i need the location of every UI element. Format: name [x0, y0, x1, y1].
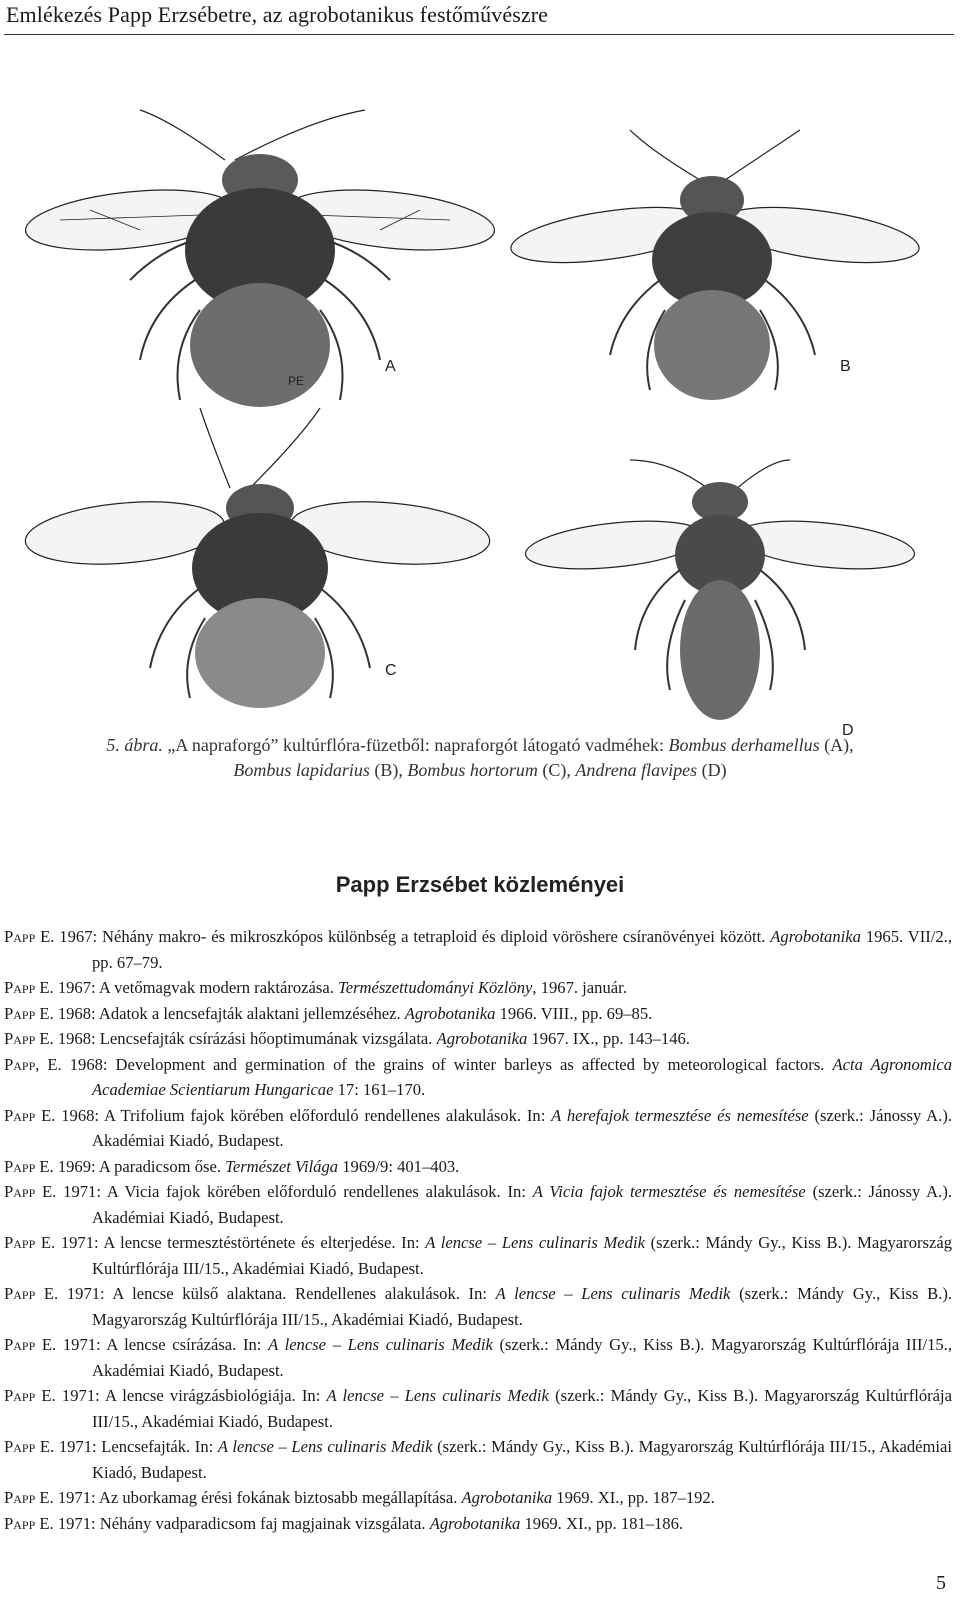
- reference-details: 1965. VII/2., pp. 67–79.: [92, 927, 952, 972]
- running-header-title: Emlékezés Papp Erzsébetre, az agrobotanikus festőművészre: [6, 2, 549, 27]
- running-header: [4, 0, 954, 35]
- reference-author: Papp E.: [4, 1386, 56, 1405]
- page-number: 5: [936, 1572, 946, 1594]
- reference-entry: [4, 1511, 952, 1537]
- reference-details: 17: 161–170.: [333, 1080, 426, 1099]
- reference-author: Papp, E.: [4, 1054, 62, 1074]
- reference-entry: [4, 1434, 952, 1485]
- reference-entry: [4, 1103, 952, 1154]
- bee-illustration-d: [520, 440, 940, 739]
- bee-drawing-d: [520, 440, 940, 720]
- reference-author: Papp E.: [4, 1233, 56, 1252]
- reference-text: 1971: A lencse virágzásbiológiája. In:: [55, 1386, 327, 1405]
- reference-text: 1971: A Vicia fajok körében előforduló rendellenes alakulások. In:: [56, 1182, 533, 1201]
- reference-entry: [4, 1485, 952, 1511]
- reference-author: Papp E.: [4, 1182, 57, 1201]
- reference-details: 1967. IX., pp. 143–146.: [527, 1029, 690, 1048]
- reference-source: Agrobotanika: [404, 1003, 496, 1023]
- reference-text: 1968: Lencsefajták csírázási hőoptimumának vizsgálata.: [53, 1029, 437, 1048]
- reference-author: Papp E.: [4, 1029, 54, 1048]
- reference-author: Papp E.: [4, 1156, 54, 1176]
- reference-source: Agrobotanika: [429, 1513, 521, 1533]
- caption-figure-number: 5. ábra.: [106, 735, 163, 755]
- reference-entry: [4, 1179, 952, 1230]
- reference-entry: [4, 1001, 952, 1027]
- reference-text: 1971: A lencse termesztéstörténete és elterjedése. In:: [55, 1233, 426, 1252]
- reference-source: A lencse – Lens culinaris Medik: [425, 1233, 645, 1252]
- reference-text: 1971: Néhány vadparadicsom faj magjainak vizsgálata.: [53, 1513, 430, 1533]
- reference-entry: [4, 924, 952, 975]
- reference-details: , 1967. január.: [532, 978, 627, 997]
- reference-author: Papp E.: [4, 1335, 57, 1354]
- reference-source: A lencse – Lens culinaris Medik: [495, 1284, 731, 1303]
- reference-author: Papp E.: [4, 1284, 59, 1303]
- reference-details: 1966. VIII., pp. 69–85.: [495, 1003, 653, 1023]
- reference-text: 1971: A lencse külső alaktana. Rendellenes alakulások. In:: [58, 1284, 496, 1303]
- reference-author: Papp E.: [4, 1105, 56, 1125]
- bee-illustration-c: [20, 398, 500, 718]
- reference-source: Agrobotanika: [436, 1029, 528, 1048]
- bee-drawing-b: [500, 90, 940, 420]
- bee-illustration-b: [500, 90, 940, 420]
- artist-signature: PE: [288, 374, 305, 388]
- reference-details: (szerk.: Jánossy A.). Akadémiai Kiadó, Budapest.: [92, 1105, 952, 1150]
- panel-label-a: A: [385, 358, 396, 375]
- reference-author: Papp E.: [4, 927, 55, 946]
- reference-author: Papp E.: [4, 1003, 54, 1023]
- reference-source: A lencse – Lens culinaris Medik: [217, 1437, 433, 1456]
- reference-details: (szerk.: Mándy Gy., Kiss B.). Magyarország Kultúrflórája III/15., Akadémiai Kiadó, Budapest.: [92, 1233, 952, 1278]
- reference-entry: [4, 1052, 952, 1103]
- reference-entry: [4, 1230, 952, 1281]
- bee-figure: [0, 60, 960, 739]
- figure-caption: 5. ábra. „A napraforgó” kultúrflóra-füzetből: napraforgót látogató vadméhek: Bombus derhamellus (A), Bombus lapidarius (B), Bombus hortorum (C), Andrena flavipes (D): [106, 735, 854, 780]
- panel-label-b: B: [840, 358, 851, 375]
- reference-source: A herefajok termesztése és nemesítése: [551, 1105, 809, 1125]
- reference-details: 1969/9: 401–403.: [338, 1156, 460, 1176]
- reference-entry: [4, 1281, 952, 1332]
- publication-list: [4, 924, 952, 1536]
- section-heading: Papp Erzsébet közleményei: [335, 872, 625, 897]
- reference-source: Acta Agronomica Academiae Scientiarum Hungaricae: [92, 1054, 953, 1099]
- bee-drawing-a: [20, 90, 500, 420]
- reference-source: Agrobotanika: [770, 927, 861, 946]
- reference-text: 1968: Development and germination of the grains of winter barleys as affected by meteorological factors.: [61, 1054, 833, 1074]
- reference-author: Papp E.: [4, 978, 54, 997]
- reference-author: Papp E.: [4, 1513, 54, 1533]
- panel-label-c: C: [385, 662, 397, 679]
- reference-entry: [4, 1026, 952, 1052]
- reference-text: 1968: A Trifolium fajok körében előforduló rendellenes alakulások. In:: [55, 1105, 552, 1125]
- reference-text: 1967: A vetőmagvak modern raktározása.: [53, 978, 339, 997]
- reference-entry: [4, 1383, 952, 1434]
- reference-source: Természet Világa: [225, 1156, 339, 1176]
- reference-details: (szerk.: Mándy Gy., Kiss B.). Magyarország Kultúrflórája III/15., Akadémiai Kiadó, Budapest.: [92, 1284, 952, 1329]
- reference-details: 1969. XI., pp. 187–192.: [552, 1488, 715, 1507]
- reference-text: 1971: A lencse csírázása. In:: [56, 1335, 269, 1354]
- reference-details: (szerk.: Mándy Gy., Kiss B.). Magyarország Kultúrflórája III/15., Akadémiai Kiadó, Budapest.: [92, 1437, 952, 1482]
- reference-entry: [4, 1154, 952, 1180]
- reference-entry: [4, 1332, 952, 1383]
- reference-entry: [4, 975, 952, 1001]
- reference-text: 1968: Adatok a lencsefajták alaktani jellemzéséhez.: [53, 1003, 405, 1023]
- reference-details: (szerk.: Mándy Gy., Kiss B.). Magyarország Kultúrflórája III/15., Akadémiai Kiadó, Budapest.: [92, 1335, 952, 1380]
- reference-details: (szerk.: Jánossy A.). Akadémiai Kiadó, Budapest.: [92, 1182, 952, 1227]
- reference-source: A lencse – Lens culinaris Medik: [326, 1386, 549, 1405]
- reference-source: A lencse – Lens culinaris Medik: [268, 1335, 493, 1354]
- reference-details: 1969. XI., pp. 181–186.: [520, 1513, 684, 1533]
- bee-drawing-c: [20, 398, 500, 718]
- reference-author: Papp E.: [4, 1437, 55, 1456]
- reference-source: Agrobotanika: [461, 1488, 553, 1507]
- reference-source: Természettudományi Közlöny: [338, 978, 533, 997]
- reference-text: 1969: A paradicsom őse.: [53, 1156, 226, 1176]
- panel-label-d: D: [842, 722, 854, 739]
- reference-details: (szerk.: Mándy Gy., Kiss B.). Magyarország Kultúrflórája III/15., Akadémiai Kiadó, Budapest.: [92, 1386, 952, 1431]
- reference-text: 1971: Lencsefajták. In:: [54, 1437, 218, 1456]
- reference-text: 1971: Az uborkamag érési fokának biztosabb megállapítása.: [53, 1488, 462, 1507]
- bee-illustration-a: [20, 90, 500, 420]
- reference-text: 1967: Néhány makro- és mikroszkópos különbség a tetraploid és diploid vöröshere csíranövényei között.: [54, 927, 771, 946]
- reference-author: Papp E.: [4, 1488, 54, 1507]
- reference-source: A Vicia fajok termesztése és nemesítése: [532, 1182, 806, 1201]
